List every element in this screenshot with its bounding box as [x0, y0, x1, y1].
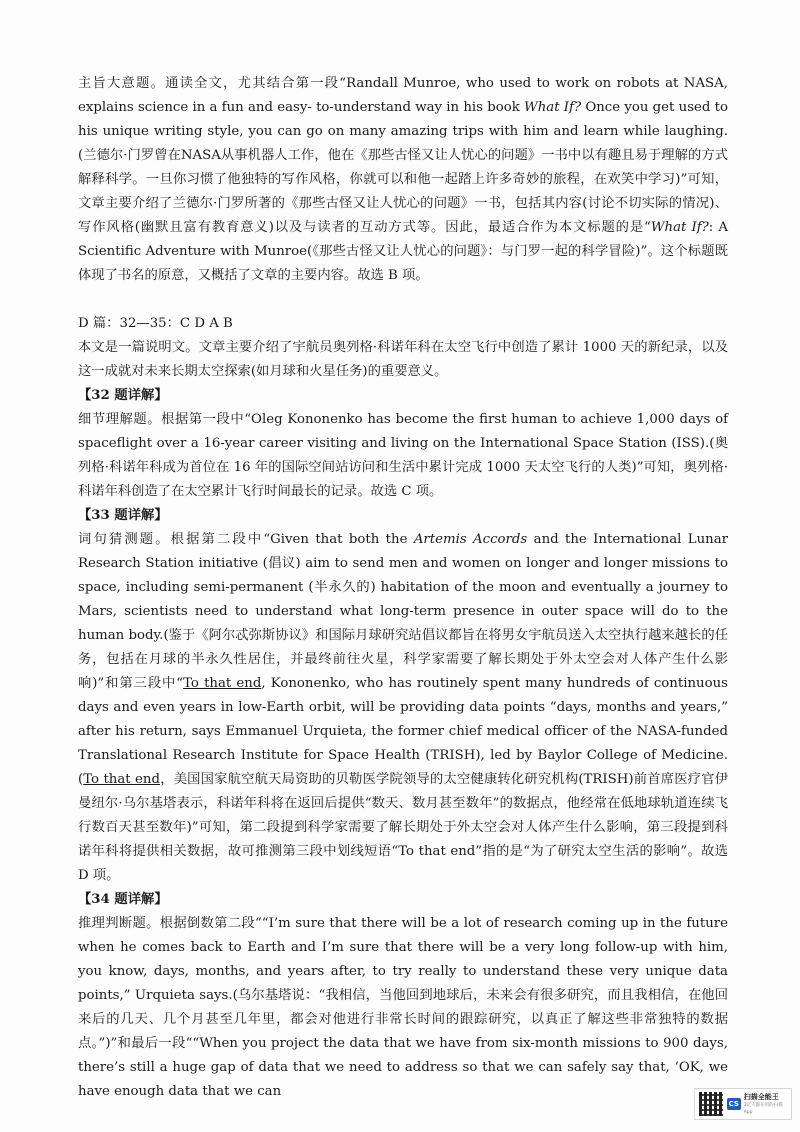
- book-title: What If?: [650, 220, 709, 235]
- text-run: ，美国国家航空航天局资助的贝勒医学院领导的太空健康转化研究机构(TRISH)前首席医疗官伊曼纽尔·乌尔基塔表示，科诺年科将在返回后提供“数天、数月甚至数年”的数据点，他经常在低地球轨道连续飞行数百天甚至数年)”可知，第二段提到科学家需要了解长期处于外太空会对人体产生什么影响，第三段提到科诺年科将提供相关数据，故可推测第三段中划线短语“To that end”指的是“为了研究太空生活的影响”。故选 D 项。: [78, 772, 728, 883]
- camscanner-logo: CS: [728, 1100, 739, 1108]
- underlined-phrase: To that end: [183, 676, 262, 691]
- q32-label: 【32 题详解】: [78, 388, 168, 403]
- underlined-phrase: To that end: [83, 772, 161, 787]
- book-title: What If?: [524, 100, 582, 115]
- watermark-title: 扫描全能王: [743, 1092, 779, 1101]
- q34-explanation: 推理判断题。根据倒数第二段““I’m sure that there will be a lot of research coming up in the future when he comes back to Earth and I’m sure that there will be a very long follow-up with him, you know, days, months, and years after, to try really to understand these very unique data points,” Urquieta says.(乌尔基塔说：“我相信，当他回到地球后，未来会有很多研究，而且我相信，在他回来后的几天、几个月甚至几年里，都会对他进行非常长时间的跟踪研究，以真正了解这些非常独特的数据点。”)”和最后一段““When you project the data that we have from six-month missions to 900 days, there’s still a huge gap of data that we need to address so that we can safely say that, ‘OK, we have enough data that we can: [78, 916, 728, 1099]
- text-run: 主旨大意题。通读全文，尤其结合第一段“Randall Munroe, who used to work on robots at NASA, explains science in a fun and easy- to-understand way in his book: [78, 76, 728, 115]
- text-run: , Kononenko, who has routinely spent many hundreds of continuous days and even years in low-Earth orbit, will be providing data points “days, months and years,” after his return, says Emmanuel Urquieta, the former chief medical officer of the NASA-funded Translational Research Institute for Space Health (TRISH), led by Baylor College of Medicine.(: [78, 676, 728, 787]
- scanner-watermark: [694, 1088, 792, 1120]
- section-d-summary: 本文是一篇说明文。文章主要介绍了宇航员奥列格·科诺年科在太空飞行中创造了累计 1000 天的新纪录，以及这一成就对未来长期太空探索(如月球和火星任务)的重要意义。: [78, 340, 728, 379]
- text-run: : A Scientific Adventure with Munroe(《那些古怪又让人忧心的问题》：与门罗一起的科学冒险)”。这个标题既体现了书名的原意，又概括了文章的主要内容。故选 B 项。: [78, 220, 729, 283]
- text-run: Once you get used to his unique writing style, you can go on many amazing trips with him and learn while laughing.(兰德尔·门罗曾在NASA从事机器人工作，他在《那些古怪又让人忧心的问题》一书中以有趣且易于理解的方式解释科学。一旦你习惯了他独特的写作风格，你就可以和他一起踏上许多奇妙的旅程，在欢笑中学习)”可知，文章主要介绍了兰德尔·门罗所著的《那些古怪又让人忧心的问题》一书，包括其内容(讨论不切实际的情况)、写作风格(幽默且富有教育意义)以及与读者的互动方式等。因此，最适合作为本文标题的是“: [78, 100, 728, 235]
- section-d-heading: D 篇：32—35：C D A B: [78, 316, 233, 331]
- q32-explanation: 细节理解题。根据第一段中“Oleg Kononenko has become the first human to achieve 1,000 days of spaceflight over a 16-year career visiting and living on the International Space Station (ISS).(奥列格·科诺年科成为首位在 16 年的国际空间站访问和生活中累计完成 1000 天太空飞行的人类)”可知，奥列格·科诺年科创造了在太空累计飞行时间最长的记录。故选 C 项。: [78, 412, 728, 499]
- watermark-subtitle: 3亿人都在用的扫描App: [743, 1102, 783, 1115]
- q33-explanation: [78, 528, 728, 888]
- q34-label: 【34 题详解】: [78, 892, 168, 907]
- qr-code-icon: [699, 1092, 723, 1116]
- text-run: and the International Lunar Research Station initiative (倡议) aim to send men and women on longer and longer missions to space, including semi-permanent (半永久的) habitation of the moon and eventually a journey to Mars, scientists need to understand what long-term presence in outer space will do to the human body.(鉴于《阿尔忒弥斯协议》和国际月球研究站倡议都旨在将男女宇航员送入太空执行越来越长的任务，包括在月球的半永久性居住，并最终前往火星，科学家需要了解长期处于外太空会对人体产生什么影响)”和第三段中“: [78, 532, 729, 691]
- passage-b-explanation: [78, 72, 728, 288]
- text-run: 词句猜测题。根据第二段中“Given that both the: [78, 532, 414, 547]
- document-page: [78, 72, 728, 1104]
- italic-term: Artemis Accords: [413, 532, 528, 547]
- q33-label: 【33 题详解】: [78, 508, 168, 523]
